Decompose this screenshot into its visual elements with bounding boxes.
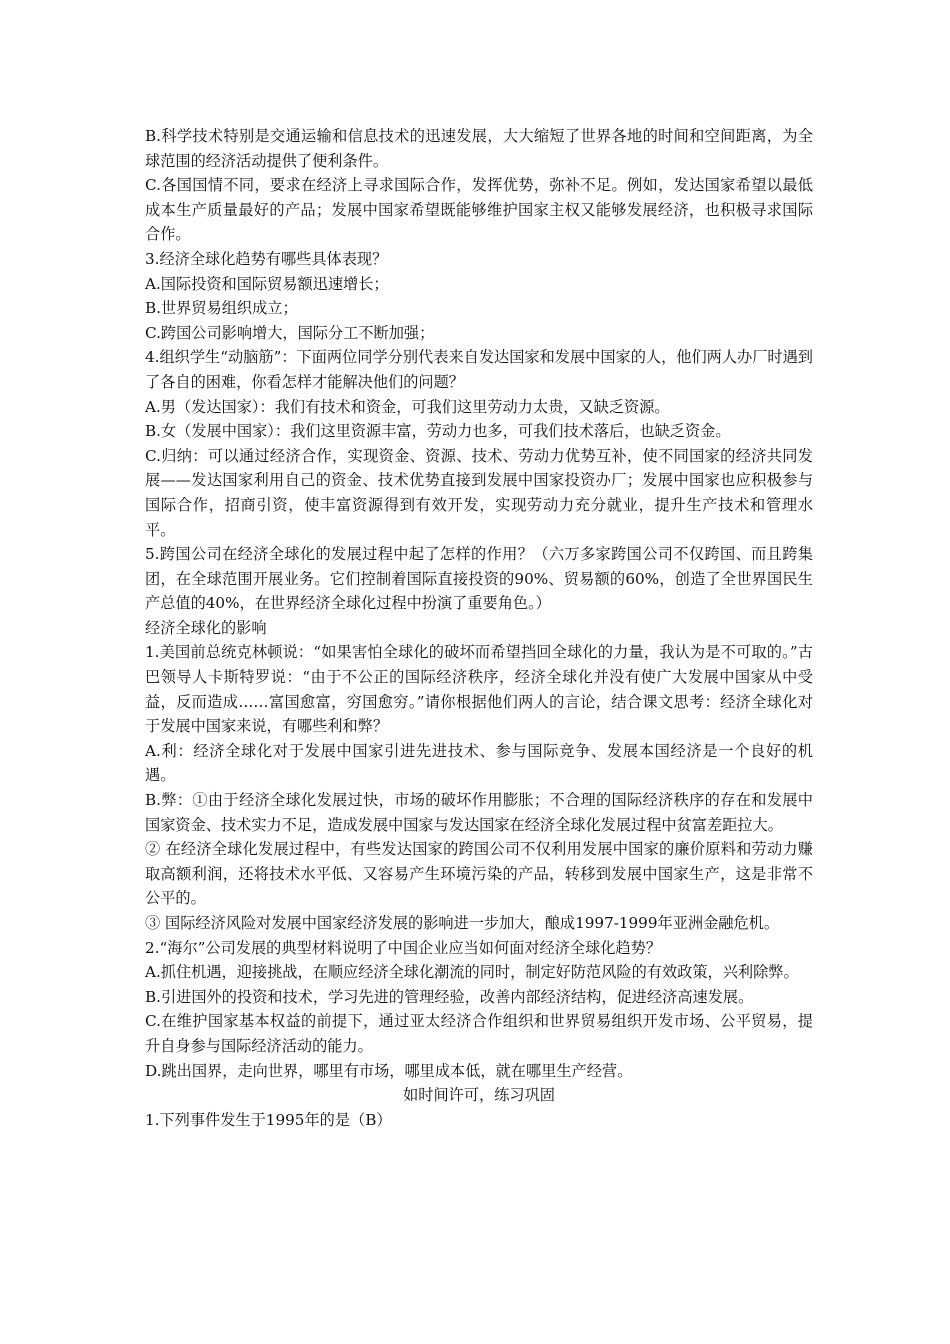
question-5: 5.跨国公司在经济全球化的发展过程中起了怎样的作用？（六万多家跨国公司不仅跨国、而且跨集团，在全球范围开展业务。它们控制着国际直接投资的90%、贸易额的60%，创造了全世界国民生产总值的40%，在世界经济全球化过程中扮演了重要角色。） [145,545,813,613]
question-4: 4.组织学生“动脑筋”：下面两位同学分别代表来自发达国家和发展中国家的人，他们两人办厂时遇到了各自的困难，你看怎样才能解决他们的问题？ [145,348,813,391]
impact-answer-b2: ② 在经济全球化发展过程中，有些发达国家的跨国公司不仅利用发展中国家的廉价原料和劳动力赚取高额利润，还将技术水平低、又容易产生环境污染的产品，转移到发展中国家生产，这是非常不公平的。 [145,840,813,908]
impact-answer-2d: D.跳出国界，走向世界，哪里有市场，哪里成本低，就在哪里生产经营。 [145,1061,633,1080]
impact-answer-b: B.弊：①由于经济全球化发展过快，市场的破坏作用膨胀；不合理的国际经济秩序的存在和发展中国家资金、技术实力不足，造成发展中国家与发达国家在经济全球化发展过程中贫富差距拉大。 [145,791,813,834]
answer-4b: B.女（发展中国家）：我们这里资源丰富，劳动力也多，可我们技术落后，也缺乏资金。 [145,422,731,441]
answer-3b: B.世界贸易组织成立； [145,299,298,318]
impact-question-2: 2.“海尔”公司发展的典型材料说明了中国企业应当如何面对经济全球化趋势？ [145,938,662,957]
answer-4c: C.归纳：可以通过经济合作，实现资金、资源、技术、劳动力优势互补，使不同国家的经济共同发展——发达国家利用自己的资金、技术优势直接到发展中国家投资办厂；发展中国家也应积极参与国际合作，招商引资，使丰富资源得到有效开发，实现劳动力充分就业，提升生产技术和管理水平。 [145,446,813,539]
question-3: 3.经济全球化趋势有哪些具体表现？ [145,249,388,268]
practice-question-1: 1.下列事件发生于1995年的是（B） [145,1110,392,1129]
impact-question-1: 1.美国前总统克林顿说：“如果害怕全球化的破坏而希望挡回全球化的力量，我认为是不可取的。”古巴领导人卡斯特罗说：“由于不公正的国际经济秩序，经济全球化并没有使广大发展中国家从中受益，反而造成……富国愈富，穷国愈穷。”请你根据他们两人的言论，结合课文思考：经济全球化对于发展中国家来说，有哪些利和弊？ [145,643,813,736]
section-heading-impact: 经济全球化的影响 [145,618,267,637]
paragraph-c-national-conditions: C.各国国情不同，要求在经济上寻求国际合作，发挥优势，弥补不足。例如，发达国家希望以最低成本生产质量最好的产品；发展中国家希望既能够维护国家主权又能够发展经济，也积极寻求国际合作。 [145,176,813,244]
answer-3a: A.国际投资和国际贸易额迅速增长； [145,274,389,293]
impact-answer-2c: C.在维护国家基本权益的前提下，通过亚太经济合作组织和世界贸易组织开发市场、公平贸易，提升自身参与国际经济活动的能力。 [145,1012,813,1055]
document-page [145,124,813,1132]
impact-answer-2a: A.抓住机遇，迎接挑战，在顺应经济全球化潮流的同时，制定好防范风险的有效政策，兴利除弊。 [145,963,799,982]
practice-heading: 如时间许可，练习巩固 [403,1086,555,1105]
impact-answer-2b: B.引进国外的投资和技术，学习先进的管理经验，改善内部经济结构，促进经济高速发展。 [145,987,754,1006]
impact-answer-b3: ③ 国际经济风险对发展中国家经济发展的影响进一步加大，酿成1997-1999年亚洲金融危机。 [145,914,780,932]
answer-3c: C.跨国公司影响增大，国际分工不断加强； [145,323,435,342]
answer-4a: A.男（发达国家）：我们有技术和资金，可我们这里劳动力太贵，又缺乏资源。 [145,397,670,416]
paragraph-b-technology: B.科学技术特别是交通运输和信息技术的迅速发展，大大缩短了世界各地的时间和空间距离，为全球范围的经济活动提供了便利条件。 [145,127,813,170]
impact-answer-a: A.利：经济全球化对于发展中国家引进先进技术、参与国际竞争、发展本国经济是一个良好的机遇。 [145,741,813,785]
